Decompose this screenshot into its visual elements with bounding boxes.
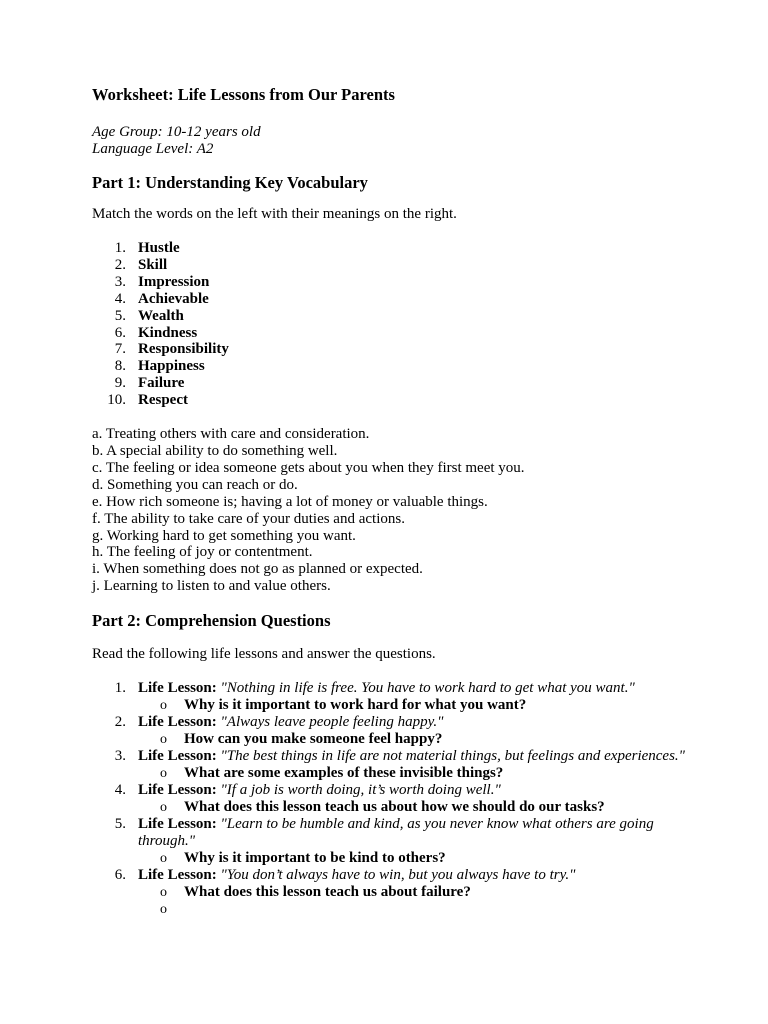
part2-instructions: Read the following life lessons and answer the questions.: [92, 646, 436, 663]
vocab-word-number: 3.: [114, 273, 126, 290]
lesson-label: Life Lesson:: [138, 680, 217, 697]
lesson-number: 4.: [114, 782, 126, 799]
lesson-question-text: Why is it important to be kind to others?: [184, 850, 446, 867]
vocab-definition: e. How rich someone is; having a lot of money or valuable things.: [92, 493, 488, 510]
lesson-item: [92, 816, 692, 850]
bullet-circle-icon: o: [160, 698, 167, 714]
lesson-quote: "The best things in life are not material things, but feelings and experiences.": [220, 748, 685, 765]
lesson-question-text: What does this lesson teach us about how we should do our tasks?: [184, 799, 605, 816]
vocab-word-list: [92, 240, 692, 409]
lesson-question-text: What are some examples of these invisible things?: [184, 765, 504, 782]
age-group: Age Group: 10-12 years old: [92, 124, 261, 140]
vocab-word-item: [92, 308, 692, 325]
vocab-word-item: [92, 325, 692, 342]
vocab-word-number: 10.: [107, 392, 126, 409]
worksheet-meta: [92, 124, 692, 158]
vocab-word-item: [92, 358, 692, 375]
lesson-question: [92, 697, 692, 714]
lesson-quote: "Learn to be humble and kind, as you never know what others are going through.": [138, 816, 654, 850]
vocab-definition: j. Learning to listen to and value others.: [92, 578, 331, 595]
lesson-item: [92, 867, 692, 884]
page-title: Worksheet: Life Lessons from Our Parents: [92, 85, 395, 104]
vocab-definition: i. When something does not go as planned or expected.: [92, 561, 423, 578]
vocab-word: Failure: [138, 375, 185, 392]
vocab-word-item: [92, 274, 692, 291]
lesson-quote: "If a job is worth doing, it’s worth doing well.": [220, 782, 501, 799]
vocab-word-item: [92, 341, 692, 358]
bullet-circle-icon: o: [160, 902, 167, 918]
vocab-definition: d. Something you can reach or do.: [92, 476, 298, 493]
vocab-word: Skill: [138, 256, 168, 273]
lesson-label: Life Lesson:: [138, 782, 217, 799]
lesson-number: 3.: [114, 748, 126, 765]
vocab-definition: b. A special ability to do something well.: [92, 442, 338, 459]
bullet-circle-icon: o: [160, 851, 167, 867]
lesson-number: 6.: [114, 867, 126, 884]
lesson-quote: "Nothing in life is free. You have to work hard to get what you want.": [220, 680, 635, 697]
lesson-quote: "You don’t always have to win, but you always have to try.": [220, 867, 576, 884]
vocab-word: Hustle: [138, 240, 180, 256]
lesson-question: [92, 731, 692, 748]
vocab-definition: c. The feeling or idea someone gets about you when they first meet you.: [92, 459, 525, 476]
lesson-question-text: What does this lesson teach us about failure?: [184, 884, 471, 901]
vocab-word: Impression: [138, 273, 210, 290]
lesson-question-text: Why is it important to work hard for what you want?: [184, 697, 527, 714]
vocab-word-number: 4.: [114, 290, 126, 307]
vocab-word-number: 1.: [114, 240, 126, 256]
lesson-item: [92, 782, 692, 799]
lesson-label: Life Lesson:: [138, 714, 217, 731]
lesson-label: Life Lesson:: [138, 867, 217, 884]
part1-instructions: Match the words on the left with their meanings on the right.: [92, 206, 457, 222]
vocab-word-number: 9.: [114, 375, 126, 392]
lesson-question: [92, 799, 692, 816]
vocab-word-item: [92, 375, 692, 392]
vocab-word: Kindness: [138, 324, 198, 341]
lesson-list: [92, 680, 692, 918]
lesson-number: 1.: [114, 680, 126, 697]
vocab-word-item: [92, 291, 692, 308]
vocab-definition: h. The feeling of joy or contentment.: [92, 544, 313, 561]
vocab-word-number: 2.: [114, 256, 126, 273]
vocab-word-number: 8.: [114, 358, 126, 375]
vocab-word: Happiness: [138, 358, 205, 375]
lesson-number: 5.: [114, 816, 126, 833]
language-level: Language Level: A2: [92, 141, 214, 157]
vocab-definition-list: [92, 426, 692, 595]
lesson-item: [92, 748, 692, 765]
lesson-item: [92, 680, 692, 697]
vocab-word-item: [92, 257, 692, 274]
lesson-label: Life Lesson:: [138, 748, 217, 765]
lesson-question: [92, 765, 692, 782]
lesson-question: [92, 850, 692, 867]
vocab-word-number: 6.: [114, 324, 126, 341]
lesson-quote: "Always leave people feeling happy.": [220, 714, 444, 731]
lesson-label: Life Lesson:: [138, 816, 217, 833]
vocab-word-item: [92, 240, 692, 257]
part2-heading: Part 2: Comprehension Questions: [92, 611, 331, 631]
vocab-word-item: [92, 392, 692, 409]
bullet-circle-icon: o: [160, 800, 167, 816]
part1-heading: Part 1: Understanding Key Vocabulary: [92, 173, 368, 192]
bullet-circle-icon: o: [160, 885, 167, 901]
bullet-circle-icon: o: [160, 766, 167, 782]
vocab-word-number: 5.: [114, 307, 126, 324]
bullet-circle-icon: o: [160, 732, 167, 748]
lesson-question: [92, 884, 692, 901]
worksheet-page: [92, 84, 692, 918]
lesson-item: [92, 714, 692, 731]
vocab-word: Wealth: [138, 307, 184, 324]
vocab-word-number: 7.: [114, 341, 126, 358]
vocab-word: Respect: [138, 392, 188, 409]
lesson-number: 2.: [114, 714, 126, 731]
lesson-question: [92, 901, 692, 918]
vocab-definition: g. Working hard to get something you want.: [92, 527, 356, 544]
vocab-word: Achievable: [138, 290, 209, 307]
vocab-definition: f. The ability to take care of your duties and actions.: [92, 510, 405, 527]
lesson-question-text: How can you make someone feel happy?: [184, 731, 443, 748]
vocab-word: Responsibility: [138, 341, 229, 358]
vocab-definition: a. Treating others with care and consideration.: [92, 426, 370, 443]
